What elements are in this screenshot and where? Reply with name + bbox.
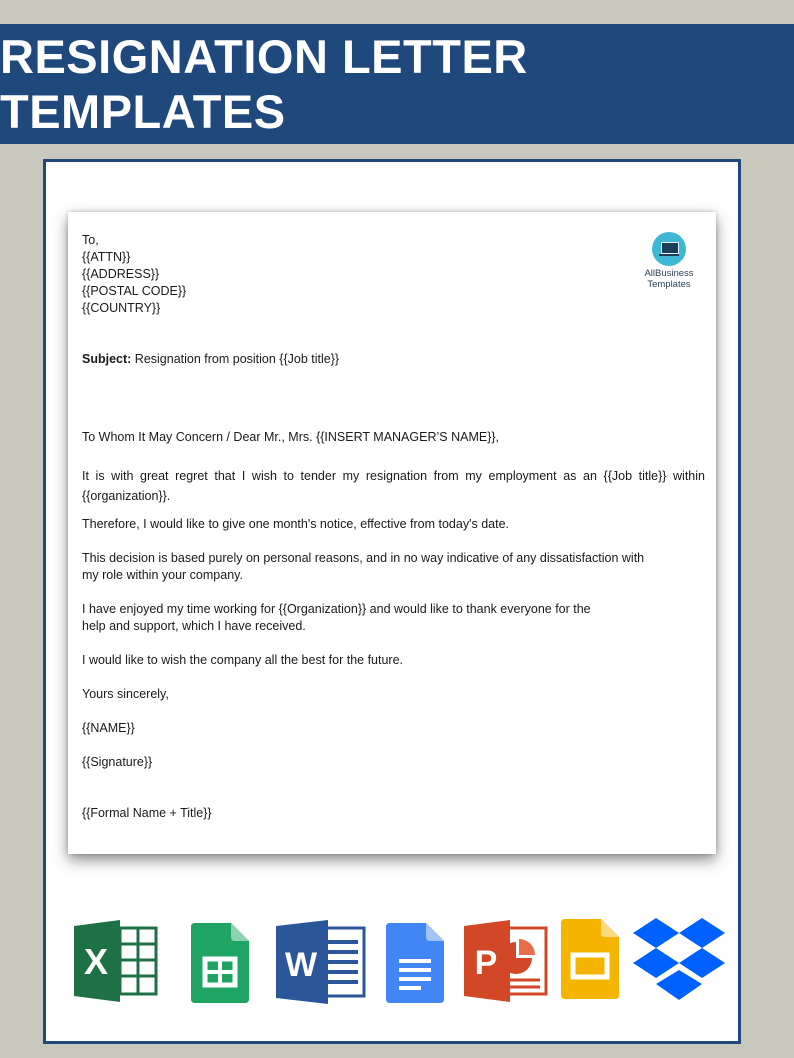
greeting: To Whom It May Concern / Dear Mr., Mrs. {{INSERT MANAGER’S NAME}}, [82,430,500,444]
letter-body [82,232,705,822]
address-line: {{COUNTRY}} [82,301,161,315]
signature-placeholder: {{Signature}} [82,755,153,769]
subject-label: Subject: [82,352,132,366]
paragraph-4 [82,601,705,635]
address-line: {{ATTN}} [82,250,131,264]
google-sheets-icon[interactable] [191,923,249,1003]
word-icon[interactable] [276,920,366,1004]
subject-text: Resignation from position {{Job title}} [131,352,340,366]
paragraph-2: Therefore, I would like to give one month's notice, effective from today's date. [82,517,509,531]
letter-paper [68,212,716,854]
google-docs-icon[interactable] [386,923,444,1003]
svg-text:X: X [83,941,109,982]
excel-icon[interactable] [74,920,158,1002]
google-slides-icon[interactable] [561,919,619,999]
name-placeholder: {{NAME}} [82,721,135,735]
logo-line1: AllBusiness [644,268,694,279]
paragraph-1: It is with great regret that I wish to tender my resignation from my employment as an {{Job title}} within {{organization}}. [82,469,705,503]
powerpoint-icon[interactable] [464,920,548,1002]
app-icons-row [0,915,794,1010]
header-banner [0,24,794,144]
paragraph-4-line-1: I have enjoyed my time working for {{Organization}} and would like to thank everyone for the [82,602,591,616]
dropbox-icon[interactable] [632,918,726,1006]
svg-text:W: W [284,946,318,984]
closing: Yours sincerely, [82,687,169,701]
recipient-address [82,232,705,317]
page-title: RESIGNATION LETTER TEMPLATES [0,30,528,138]
paragraph-4-line-2: help and support, which I have received. [82,619,306,633]
paragraph-3-line-2: my role within your company. [82,568,243,582]
svg-text:P: P [474,944,498,982]
address-line: To, [82,233,99,247]
paragraph-3-line-1: This decision is based purely on personal reasons, and in no way indicative of any dissatisfaction with [82,551,645,565]
subject-line [82,351,705,368]
address-line: {{ADDRESS}} [82,267,160,281]
paragraph-3 [82,550,705,584]
formal-name-placeholder: {{Formal Name + Title}} [82,806,212,820]
address-line: {{POSTAL CODE}} [82,284,187,298]
logo-line2: Templates [647,279,691,290]
paragraph-5: I would like to wish the company all the best for the future. [82,653,404,667]
